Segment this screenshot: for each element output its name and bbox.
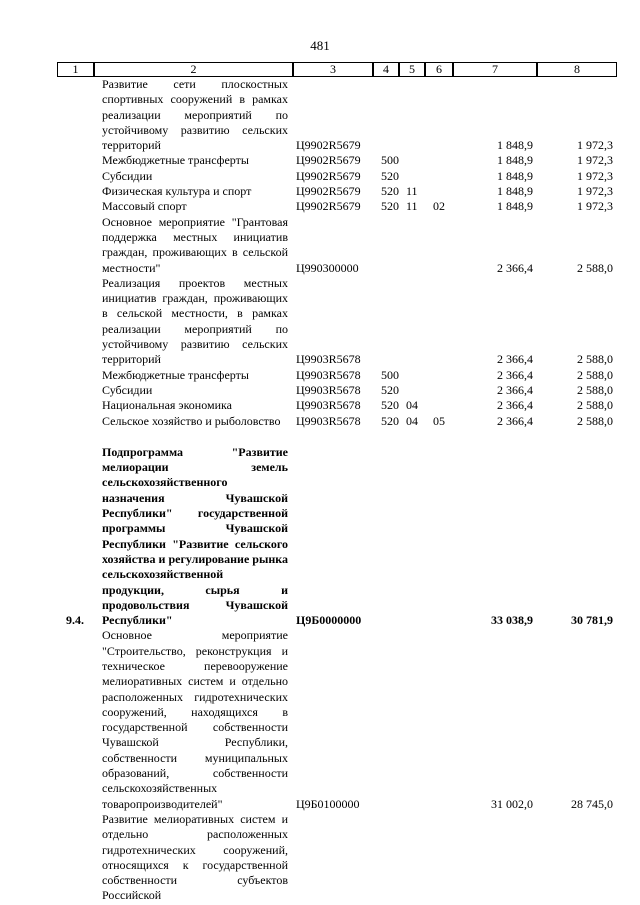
- row-value-8: 2 588,0: [577, 352, 613, 367]
- row-value-7: 33 038,9: [491, 613, 533, 628]
- table-row: [0, 153, 640, 168]
- row-code: Ц9902R5679: [296, 138, 361, 153]
- header-col-6: 6: [425, 62, 453, 77]
- table-body: [0, 77, 640, 904]
- row-col-5: 04: [406, 398, 418, 413]
- header-col-8: 8: [537, 62, 617, 77]
- header-col-3: 3: [293, 62, 373, 77]
- row-value-7: 1 848,9: [497, 138, 533, 153]
- row-col-5: 11: [406, 184, 418, 199]
- row-number: 9.4.: [66, 613, 84, 628]
- row-name: Развитие мелиоративных систем и отдельно расположенных гидротехнических сооружений, относящихся к государственной собственности субъектов Российской: [102, 811, 288, 903]
- header-col-2: 2: [94, 62, 293, 77]
- row-col-4: 500: [381, 367, 399, 382]
- row-value-7: 2 366,4: [497, 413, 533, 428]
- row-value-7: 2 366,4: [497, 398, 533, 413]
- row-name: Субсидии: [102, 382, 153, 397]
- page-number: 481: [310, 38, 330, 53]
- header-col-5: 5: [399, 62, 425, 77]
- row-name: Межбюджетные трансферты: [102, 367, 249, 382]
- row-code: Ц9902R5679: [296, 184, 361, 199]
- table-row: [0, 628, 640, 812]
- row-code: Ц9902R5679: [296, 153, 361, 168]
- row-name: Реализация проектов местных инициатив граждан, проживающих в сельской местности, в рамках реализации мероприятий по устойчивому развитию сельских территорий: [102, 275, 288, 367]
- row-name: Физическая культура и спорт: [102, 184, 252, 199]
- table-row: [0, 169, 640, 184]
- row-code: Ц990300000: [296, 260, 359, 275]
- row-code: Ц9Б0000000: [296, 613, 362, 628]
- row-col-4: 520: [381, 184, 399, 199]
- row-code: Ц9903R5678: [296, 382, 361, 397]
- row-value-8: 2 588,0: [577, 367, 613, 382]
- row-value-8: 1 972,3: [577, 199, 613, 214]
- row-code: Ц9902R5679: [296, 168, 361, 183]
- row-name: Сельское хозяйство и рыболовство: [102, 413, 281, 428]
- table-row: [0, 414, 640, 429]
- row-col-4: 520: [381, 382, 399, 397]
- table-row: [0, 276, 640, 368]
- table-row: [0, 215, 640, 276]
- row-code: Ц9903R5678: [296, 413, 361, 428]
- row-code: Ц9Б0100000: [296, 796, 360, 811]
- table-row: [0, 77, 640, 153]
- row-name: Основное мероприятие "Грантовая поддержка местных инициатив граждан, проживающих в сельской местности": [102, 214, 288, 275]
- row-value-7: 1 848,9: [497, 199, 533, 214]
- table-row: [0, 398, 640, 413]
- row-value-8: 1 972,3: [577, 138, 613, 153]
- table-row: [0, 368, 640, 383]
- row-value-7: 2 366,4: [497, 260, 533, 275]
- row-value-8: 28 745,0: [571, 796, 613, 811]
- row-value-8: 30 781,9: [571, 613, 613, 628]
- row-value-8: 2 588,0: [577, 413, 613, 428]
- row-value-8: 2 588,0: [577, 382, 613, 397]
- row-col-4: 520: [381, 168, 399, 183]
- row-value-7: 2 366,4: [497, 382, 533, 397]
- row-code: Ц9903R5678: [296, 352, 361, 367]
- row-name: Межбюджетные трансферты: [102, 153, 249, 168]
- row-col-6: 02: [433, 199, 445, 214]
- row-value-7: 2 366,4: [497, 352, 533, 367]
- row-value-7: 1 848,9: [497, 153, 533, 168]
- row-code: Ц9903R5678: [296, 367, 361, 382]
- table-row: [0, 184, 640, 199]
- row-name: Массовый спорт: [102, 199, 187, 214]
- header-col-1: 1: [57, 62, 94, 77]
- row-code: Ц9903R5678: [296, 398, 361, 413]
- row-col-4: 520: [381, 398, 399, 413]
- table-row: [0, 383, 640, 398]
- row-value-8: 2 588,0: [577, 398, 613, 413]
- header-col-7: 7: [453, 62, 537, 77]
- row-col-4: 520: [381, 413, 399, 428]
- row-name: Основное мероприятие "Строительство, реконструкция и техническое перевооружение мелиоративных систем и отдельно расположенных гидротехнических сооружений, находящихся в государственной собственности Чувашской Республики, собственности муниципальных образований, собственности сельскохозяйственных товаропроизводителей": [102, 628, 288, 811]
- row-value-8: 1 972,3: [577, 184, 613, 199]
- table-row: [0, 445, 640, 629]
- table-row: [0, 199, 640, 214]
- row-code: Ц9902R5679: [296, 199, 361, 214]
- row-col-5: 11: [406, 199, 418, 214]
- row-value-8: 2 588,0: [577, 260, 613, 275]
- row-name: Субсидии: [102, 168, 153, 183]
- row-col-4: 500: [381, 153, 399, 168]
- row-value-7: 2 366,4: [497, 367, 533, 382]
- row-value-8: 1 972,3: [577, 168, 613, 183]
- row-name: Национальная экономика: [102, 398, 232, 413]
- header-col-4: 4: [373, 62, 399, 77]
- row-value-8: 1 972,3: [577, 153, 613, 168]
- row-col-4: 520: [381, 199, 399, 214]
- table-row: [0, 812, 640, 904]
- table-header: [58, 62, 618, 77]
- row-col-6: 05: [433, 413, 445, 428]
- row-name: Развитие сети плоскостных спортивных сооружений в рамках реализации мероприятий по устойчивому развитию сельских территорий: [102, 77, 288, 153]
- row-value-7: 1 848,9: [497, 184, 533, 199]
- row-value-7: 31 002,0: [491, 796, 533, 811]
- row-name: Подпрограмма "Развитие мелиорации земель сельскохозяйственного назначения Чувашской Республики" государственной программы Чувашской Республики "Развитие сельского хозяйства и регулирование рынка сельскохозяйственной продукции, сырья и продовольствия Чувашской Республики": [102, 444, 288, 628]
- row-value-7: 1 848,9: [497, 168, 533, 183]
- row-col-5: 04: [406, 413, 418, 428]
